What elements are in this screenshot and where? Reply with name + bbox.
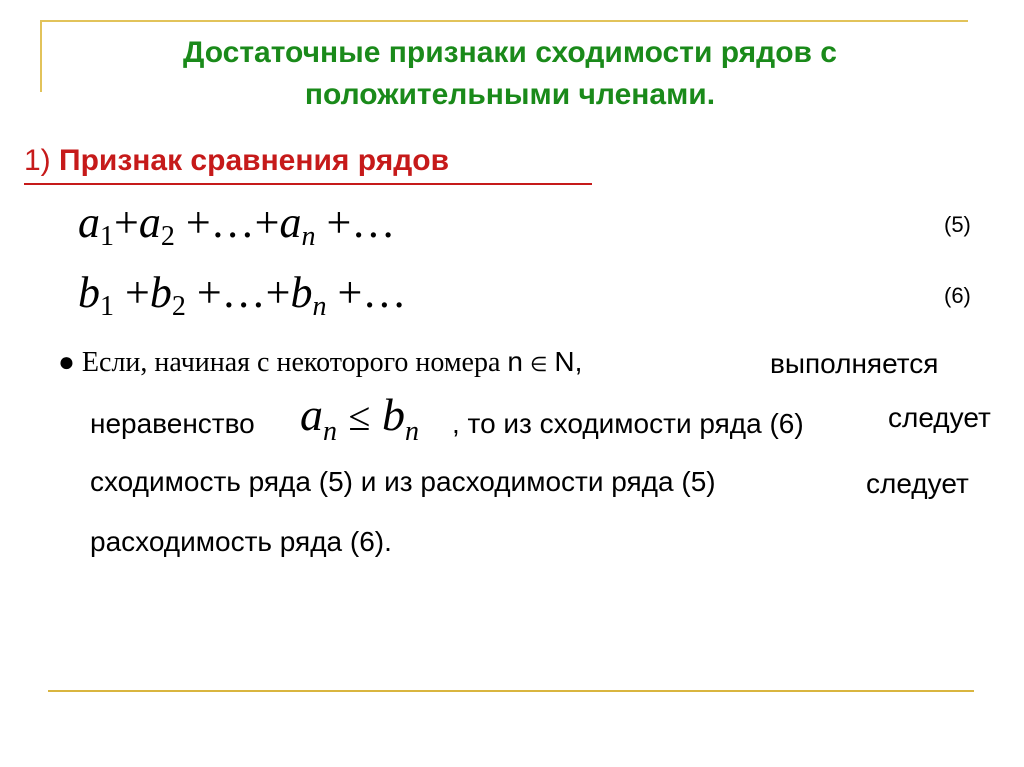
- equation-number-6: (6): [944, 283, 971, 308]
- sub-n: n: [312, 291, 327, 322]
- slide-title: [60, 32, 960, 116]
- sub-1: 1: [100, 221, 114, 252]
- left-rule: [40, 20, 42, 92]
- inequality-word: неравенство: [90, 408, 255, 439]
- plus: +: [337, 268, 363, 317]
- heading-text: Признак сравнения рядов: [59, 144, 450, 177]
- sub-2: 2: [160, 221, 175, 252]
- heading-number: 1): [24, 144, 51, 177]
- section-heading: [24, 144, 449, 178]
- ineq-a: a: [300, 389, 323, 440]
- follows-word-1: следует: [888, 402, 991, 433]
- plus: +: [326, 198, 352, 247]
- term-b2: b: [149, 268, 172, 317]
- variable-n: n: [507, 346, 523, 377]
- ellipsis: …: [210, 198, 255, 247]
- term-b1: b: [78, 268, 100, 317]
- ineq-sub-n: n: [323, 416, 337, 447]
- element-of-symbol: ∈: [529, 354, 548, 376]
- condition-line-2-rest: , то из сходимости ряда (6): [452, 408, 804, 439]
- condition-line-4: расходимость ряда (6).: [90, 526, 392, 557]
- ineq-b: b: [381, 389, 405, 440]
- less-equal-symbol: ≤: [348, 394, 371, 439]
- title-line-2: положительными членами.: [304, 78, 716, 111]
- series-5-formula: [78, 198, 395, 262]
- sub-1: 1: [100, 291, 114, 322]
- sub-n: n: [301, 221, 316, 252]
- plus: +: [125, 268, 150, 317]
- condition-intro: Если, начиная с некоторого номера: [81, 347, 501, 378]
- heading-underline: [24, 183, 592, 185]
- plus: +: [254, 198, 280, 247]
- bullet-icon: ●: [58, 347, 75, 378]
- term-an: a: [279, 198, 302, 247]
- equation-number-5: (5): [944, 212, 971, 237]
- ineq-sub-n: n: [404, 416, 419, 447]
- ellipsis: …: [351, 198, 396, 247]
- executes-word: выполняется: [770, 348, 939, 379]
- series-6-formula: [78, 268, 406, 332]
- plus: +: [265, 268, 291, 317]
- term-a1: a: [78, 198, 100, 247]
- follows-word-2: следует: [866, 468, 969, 499]
- top-rule: [40, 20, 968, 22]
- ellipsis: …: [221, 268, 266, 317]
- title-line-1: Достаточные признаки сходимости рядов с: [183, 36, 837, 69]
- naturals-symbol: N,: [554, 346, 583, 377]
- bottom-rule: [48, 690, 974, 692]
- condition-line-3: сходимость ряда (5) и из расходимости ряда (5): [90, 466, 716, 497]
- plus: +: [114, 198, 139, 247]
- inequality-formula: [300, 388, 419, 448]
- condition-line-1: [58, 346, 582, 379]
- plus: +: [185, 198, 211, 247]
- plus: +: [196, 268, 222, 317]
- term-a2: a: [138, 198, 161, 247]
- ellipsis: …: [362, 268, 407, 317]
- sub-2: 2: [171, 291, 186, 322]
- term-bn: b: [290, 268, 313, 317]
